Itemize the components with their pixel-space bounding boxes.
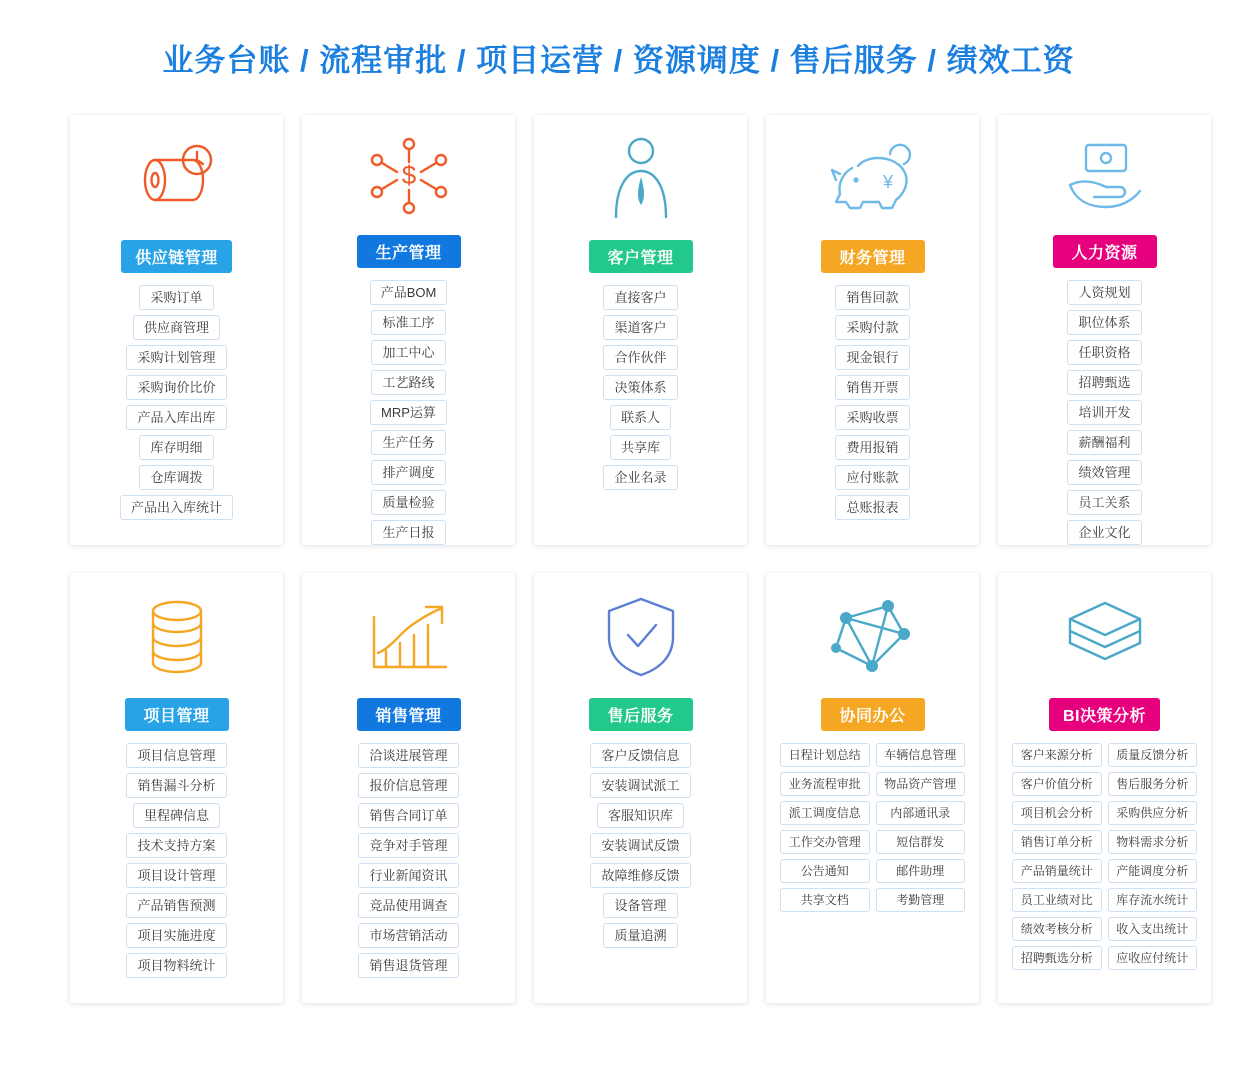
module-item[interactable]: 物品资产管理 xyxy=(876,772,966,796)
module-card-title: 售后服务 xyxy=(589,698,693,731)
module-item[interactable]: 企业名录 xyxy=(603,465,677,490)
module-item[interactable]: 现金银行 xyxy=(835,345,909,370)
module-item[interactable]: 工艺路线 xyxy=(371,370,445,395)
module-item[interactable]: 客户来源分析 xyxy=(1012,743,1102,767)
module-card-title: 项目管理 xyxy=(125,698,229,731)
module-item[interactable]: 联系人 xyxy=(610,405,671,430)
layers-stack-icon xyxy=(1012,573,1197,698)
module-item[interactable]: 库存流水统计 xyxy=(1108,888,1198,912)
module-card-title: 人力资源 xyxy=(1053,235,1157,268)
module-item[interactable]: 竞品使用调查 xyxy=(358,893,458,918)
module-item-list xyxy=(548,743,733,948)
page-title: 业务台账 / 流程审批 / 项目运营 / 资源调度 / 售后服务 / 绩效工资 xyxy=(162,43,1075,78)
module-item[interactable]: 采购供应分析 xyxy=(1108,801,1198,825)
module-item[interactable]: 日程计划总结 xyxy=(780,743,870,767)
module-item[interactable]: 采购计划管理 xyxy=(126,345,226,370)
shield-check-icon xyxy=(548,573,733,698)
module-item[interactable]: 销售订单分析 xyxy=(1012,830,1102,854)
module-item[interactable]: 物料需求分析 xyxy=(1108,830,1198,854)
collaboration-nodes-icon xyxy=(780,573,965,698)
module-item[interactable]: 设备管理 xyxy=(603,893,677,918)
module-item[interactable]: 安装调试反馈 xyxy=(590,833,690,858)
module-item[interactable]: 安装调试派工 xyxy=(590,773,690,798)
module-item[interactable]: 质量检验 xyxy=(371,490,445,515)
module-item[interactable]: 工作交办管理 xyxy=(780,830,870,854)
module-card-title: 生产管理 xyxy=(357,235,461,268)
module-item[interactable]: 企业文化 xyxy=(1067,520,1141,545)
module-item[interactable]: 培训开发 xyxy=(1067,400,1141,425)
module-item[interactable]: 直接客户 xyxy=(603,285,677,310)
module-item[interactable]: 职位体系 xyxy=(1067,310,1141,335)
module-item[interactable]: 销售漏斗分析 xyxy=(126,773,226,798)
module-item[interactable]: 采购订单 xyxy=(139,285,213,310)
paper-roll-clock-icon xyxy=(84,115,269,240)
module-item[interactable]: 销售回款 xyxy=(835,285,909,310)
module-item[interactable]: 生产任务 xyxy=(371,430,445,455)
customer-person-icon xyxy=(548,115,733,240)
module-item[interactable]: 合作伙伴 xyxy=(603,345,677,370)
module-item[interactable]: 加工中心 xyxy=(371,340,445,365)
production-network-icon xyxy=(316,115,501,235)
module-item[interactable]: 产品销售预测 xyxy=(126,893,226,918)
svg-text:¥: ¥ xyxy=(882,171,893,192)
module-item[interactable]: 产品出入库统计 xyxy=(120,495,233,520)
module-item[interactable]: 销售退货管理 xyxy=(358,953,458,978)
module-item[interactable]: 渠道客户 xyxy=(603,315,677,340)
module-item[interactable]: 市场营销活动 xyxy=(358,923,458,948)
module-item[interactable]: 质量反馈分析 xyxy=(1108,743,1198,767)
module-item[interactable]: 共享库 xyxy=(610,435,671,460)
module-card-title: BI决策分析 xyxy=(1049,698,1160,731)
module-item[interactable]: 薪酬福利 xyxy=(1067,430,1141,455)
module-item[interactable]: 销售合同订单 xyxy=(358,803,458,828)
module-item[interactable]: 绩效管理 xyxy=(1067,460,1141,485)
module-item[interactable]: 产品入库出库 xyxy=(126,405,226,430)
module-card-9 xyxy=(766,573,979,1003)
growth-chart-icon xyxy=(316,573,501,698)
module-item[interactable]: 考勤管理 xyxy=(876,888,966,912)
module-item[interactable]: 技术支持方案 xyxy=(126,833,226,858)
module-card-8 xyxy=(534,573,747,1003)
module-item[interactable]: 标准工序 xyxy=(371,310,445,335)
svg-text:$: $ xyxy=(401,160,416,191)
module-item-list xyxy=(548,285,733,490)
module-item[interactable]: 产品销量统计 xyxy=(1012,859,1102,883)
module-item[interactable]: 任职资格 xyxy=(1067,340,1141,365)
module-item[interactable]: 售后服务分析 xyxy=(1108,772,1198,796)
module-item[interactable]: 报价信息管理 xyxy=(358,773,458,798)
piggy-bank-icon xyxy=(780,115,965,240)
module-item[interactable]: 产品BOM xyxy=(370,280,448,305)
module-item[interactable]: 供应商管理 xyxy=(133,315,220,340)
module-card-3 xyxy=(534,115,747,545)
module-item[interactable]: 质量追溯 xyxy=(603,923,677,948)
module-item[interactable]: 员工关系 xyxy=(1067,490,1141,515)
module-item[interactable]: 排产调度 xyxy=(371,460,445,485)
module-item[interactable]: 业务流程审批 xyxy=(780,772,870,796)
hand-money-icon xyxy=(1012,115,1197,235)
module-card-title: 财务管理 xyxy=(821,240,925,273)
module-item[interactable]: 应收应付统计 xyxy=(1108,946,1198,970)
module-item[interactable]: 费用报销 xyxy=(835,435,909,460)
module-item[interactable]: 客服知识库 xyxy=(597,803,684,828)
module-item[interactable]: 里程碑信息 xyxy=(133,803,220,828)
module-card-6 xyxy=(70,573,283,1003)
module-item[interactable]: 员工业绩对比 xyxy=(1012,888,1102,912)
module-item[interactable]: 故障维修反馈 xyxy=(590,863,690,888)
module-item[interactable]: 公告通知 xyxy=(780,859,870,883)
module-item[interactable]: 项目信息管理 xyxy=(126,743,226,768)
module-item[interactable]: 采购收票 xyxy=(835,405,909,430)
module-item[interactable]: 采购付款 xyxy=(835,315,909,340)
module-item-list xyxy=(1012,280,1197,545)
module-card-title: 协同办公 xyxy=(821,698,925,731)
coins-stack-icon xyxy=(84,573,269,698)
module-item[interactable]: 收入支出统计 xyxy=(1108,917,1198,941)
module-item[interactable]: 共享文档 xyxy=(780,888,870,912)
module-item[interactable]: 项目实施进度 xyxy=(126,923,226,948)
module-item[interactable]: 客户价值分析 xyxy=(1012,772,1102,796)
module-card-title: 客户管理 xyxy=(589,240,693,273)
module-item[interactable]: 内部通讯录 xyxy=(876,801,966,825)
module-item[interactable]: 绩效考核分析 xyxy=(1012,917,1102,941)
module-item[interactable]: 销售开票 xyxy=(835,375,909,400)
module-item[interactable]: 应付账款 xyxy=(835,465,909,490)
module-item[interactable]: 项目机会分析 xyxy=(1012,801,1102,825)
module-item[interactable]: 车辆信息管理 xyxy=(876,743,966,767)
module-item[interactable]: 产能调度分析 xyxy=(1108,859,1198,883)
module-item-list xyxy=(1012,743,1197,970)
module-item[interactable]: 总账报表 xyxy=(835,495,909,520)
module-item[interactable]: 采购询价比价 xyxy=(126,375,226,400)
module-item[interactable]: 项目物料统计 xyxy=(126,953,226,978)
module-item[interactable]: 项目设计管理 xyxy=(126,863,226,888)
module-item[interactable]: 洽谈进展管理 xyxy=(358,743,458,768)
module-card-1 xyxy=(70,115,283,545)
module-item[interactable]: 库存明细 xyxy=(139,435,213,460)
module-item-list xyxy=(780,285,965,520)
module-item[interactable]: 人资规划 xyxy=(1067,280,1141,305)
module-card-2 xyxy=(302,115,515,545)
module-item-list xyxy=(316,743,501,978)
module-item[interactable]: 竞争对手管理 xyxy=(358,833,458,858)
module-item[interactable]: 行业新闻资讯 xyxy=(358,863,458,888)
module-item[interactable]: 决策体系 xyxy=(603,375,677,400)
module-item-list xyxy=(84,743,269,978)
module-item[interactable]: 生产日报 xyxy=(371,520,445,545)
module-card-4 xyxy=(766,115,979,545)
module-item[interactable]: 招聘甄选分析 xyxy=(1012,946,1102,970)
module-item[interactable]: 派工调度信息 xyxy=(780,801,870,825)
module-item-list xyxy=(84,285,269,520)
module-item[interactable]: 仓库调拨 xyxy=(139,465,213,490)
module-card-title: 销售管理 xyxy=(357,698,461,731)
module-card-grid xyxy=(70,115,1189,1003)
module-item[interactable]: 招聘甄选 xyxy=(1067,370,1141,395)
module-card-10 xyxy=(998,573,1211,1003)
module-card-5 xyxy=(998,115,1211,545)
module-card-title: 供应链管理 xyxy=(121,240,232,273)
module-item-list xyxy=(780,743,965,912)
module-item-list xyxy=(316,280,501,545)
module-card-7 xyxy=(302,573,515,1003)
module-item[interactable]: MRP运算 xyxy=(370,400,447,425)
module-item[interactable]: 短信群发 xyxy=(876,830,966,854)
module-item[interactable]: 邮件助理 xyxy=(876,859,966,883)
module-item[interactable]: 客户反馈信息 xyxy=(590,743,690,768)
